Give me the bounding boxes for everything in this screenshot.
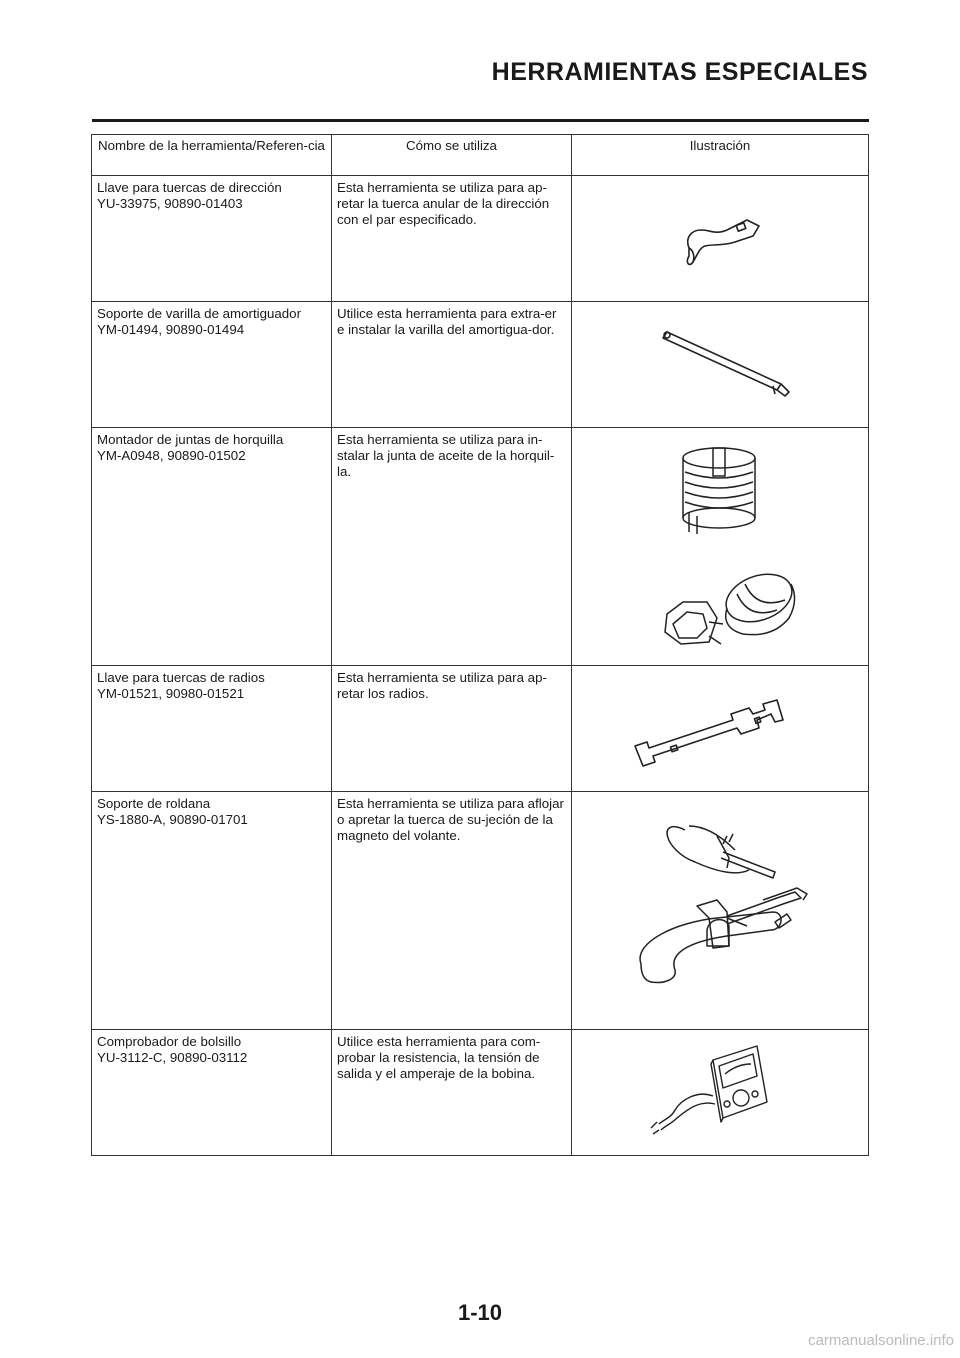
title-rule bbox=[92, 119, 869, 122]
tool-reference: YS-1880-A, 90890-01701 bbox=[97, 812, 248, 827]
tool-name-cell bbox=[92, 302, 332, 428]
tool-name: Soporte de roldana bbox=[97, 796, 211, 811]
table-row bbox=[92, 176, 869, 302]
tool-reference: YM-A0948, 90890-01502 bbox=[97, 448, 246, 463]
column-header-name: Nombre de la herramienta/Referen-cia bbox=[92, 135, 332, 176]
damper-rod-holder-icon bbox=[577, 306, 873, 423]
tool-usage: Esta herramienta se utiliza para in-stalar la junta de aceite de la horquil-la. bbox=[332, 428, 572, 666]
tool-usage: Utilice esta herramienta para com-probar la resistencia, la tensión de salida y el amperaje de la bobina. bbox=[332, 1030, 572, 1156]
table-header-row bbox=[92, 135, 869, 176]
tool-usage: Esta herramienta se utiliza para ap-retar los radios. bbox=[332, 666, 572, 792]
tool-name: Llave para tuercas de radios bbox=[97, 670, 265, 685]
pocket-tester-icon bbox=[577, 1034, 873, 1151]
tool-usage: Esta herramienta se utiliza para aflojar o apretar la tuerca de su-jeción de la magneto del volante. bbox=[332, 792, 572, 1030]
table-row bbox=[92, 1030, 869, 1156]
tool-name-cell bbox=[92, 1030, 332, 1156]
tool-name: Llave para tuercas de dirección bbox=[97, 180, 282, 195]
page-title: HERRAMIENTAS ESPECIALES bbox=[491, 58, 868, 86]
tool-reference: YM-01494, 90890-01494 bbox=[97, 322, 245, 337]
table-row bbox=[92, 302, 869, 428]
table-row bbox=[92, 666, 869, 792]
fork-seal-driver-icon bbox=[577, 432, 873, 661]
tool-usage: Utilice esta herramienta para extra-er e instalar la varilla del amortigua-dor. bbox=[332, 302, 572, 428]
tool-name-cell bbox=[92, 792, 332, 1030]
tool-name-cell bbox=[92, 666, 332, 792]
tool-name: Comprobador de bolsillo bbox=[97, 1034, 242, 1049]
table-row bbox=[92, 792, 869, 1030]
tool-name-cell bbox=[92, 428, 332, 666]
spoke-wrench-icon bbox=[577, 670, 873, 787]
tool-name-cell bbox=[92, 176, 332, 302]
column-header-illustration: Ilustración bbox=[572, 135, 869, 176]
table-row bbox=[92, 428, 869, 666]
tool-reference: YU-3112-C, 90890-03112 bbox=[97, 1050, 248, 1065]
tool-illustration bbox=[572, 176, 869, 302]
tool-illustration bbox=[572, 428, 869, 666]
page-number: 1-10 bbox=[457, 1300, 503, 1325]
tool-illustration bbox=[572, 666, 869, 792]
special-tools-table bbox=[91, 134, 869, 1156]
tool-illustration bbox=[572, 792, 869, 1030]
tool-illustration bbox=[572, 302, 869, 428]
tool-name: Soporte de varilla de amortiguador bbox=[97, 306, 302, 321]
tool-name: Montador de juntas de horquilla bbox=[97, 432, 284, 447]
tool-reference: YM-01521, 90980-01521 bbox=[97, 686, 245, 701]
column-header-usage: Cómo se utiliza bbox=[332, 135, 572, 176]
tool-usage: Esta herramienta se utiliza para ap-retar la tuerca anular de la dirección con el par especificado. bbox=[332, 176, 572, 302]
hook-wrench-icon bbox=[577, 180, 873, 297]
tool-illustration bbox=[572, 1030, 869, 1156]
tool-reference: YU-33975, 90890-01403 bbox=[97, 196, 243, 211]
watermark: carmanualsonline.info bbox=[808, 1332, 954, 1349]
sheave-holder-icon bbox=[577, 796, 873, 1025]
